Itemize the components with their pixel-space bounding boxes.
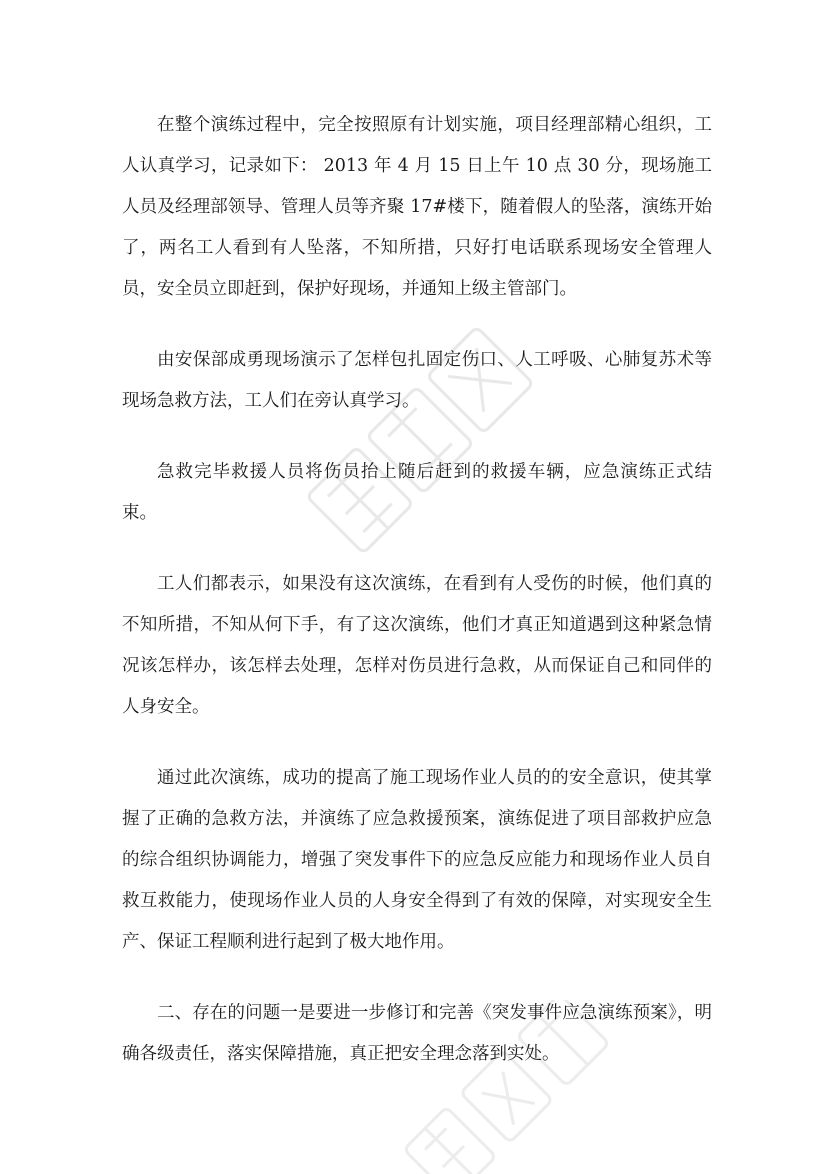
paragraph-problems: 二、存在的问题一是要进一步修订和完善《突发事件应急演练预案》，明确各级责任，落实保障措施，真正把安全理念落到实处。 [122, 1003, 712, 1064]
paragraph-drill-end: 急救完毕救援人员将伤员抬上随后赶到的救援车辆，应急演练正式结束。 [122, 462, 712, 523]
paragraph-worker-feedback: 工人们都表示，如果没有这次演练，在看到有人受伤的时候，他们真的不知所措，不知从何下手，有了这次演练，他们才真正知道遇到这种紧急情况该怎样办，该怎样去处理，怎样对伤员进行急救，从而保证自己和同伴的人身安全。 [122, 574, 712, 717]
paragraph-first-aid-demo: 由安保部成勇现场演示了怎样包扎固定伤口、人工呼吸、心肺复苏术等现场急救方法，工人们在旁认真学习。 [122, 350, 712, 411]
document-body [122, 105, 712, 1105]
paragraph-drill-results: 通过此次演练，成功的提高了施工现场作业人员的的安全意识，使其掌握了正确的急救方法，并演练了应急救援预案，演练促进了项目部救护应急的综合组织协调能力，增强了突发事件下的应急反应能力和现场作业人员自救互救能力，使现场作业人员的人身安全得到了有效的保障，对实现安全生产、保证工程顺利进行起到了极大地作用。 [122, 768, 712, 952]
paragraph-drill-record: 在整个演练过程中，完全按照原有计划实施，项目经理部精心组织，工人认真学习，记录如下： 2013 年 4 月 15 日上午 10 点 30 分，现场施工人员及经理部领导、管理人员等齐聚 17#楼下，随着假人的坠落，演练开始了，两名工人看到有人坠落，不知所措，只好打电话联系现场安全管理人员，安全员立即赶到，保护好现场，并通知上级主管部门。 [122, 115, 712, 299]
